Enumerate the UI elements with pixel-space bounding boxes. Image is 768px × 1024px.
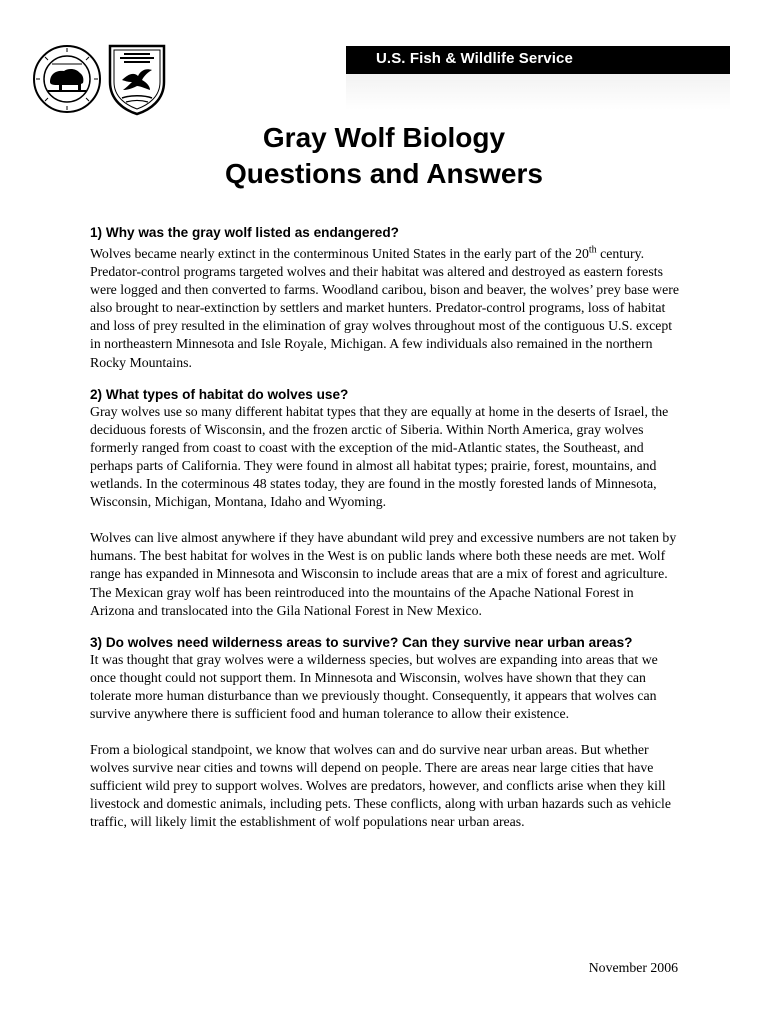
question-heading: 1) Why was the gray wolf listed as endangered? xyxy=(90,225,399,240)
qa-section-3 xyxy=(90,634,680,832)
answer-text: century. Predator-control programs targeted wolves and their habitat was altered and destroyed as eastern forests were logged and then converted to farms. Woodland caribou, bison and beaver, the wolves’ prey base were also brought to near-extinction by settlers and market hunters. Predator-control programs, loss of habitat and loss of prey resulted in the elimination of gray wolves throughout most of the contiguous U.S. except in northeastern Minnesota and Isle Royale, Michigan. A few individuals also remained in the northern Rocky Mountains. xyxy=(90,246,679,370)
fws-shield-logo xyxy=(106,42,168,116)
qa-section-1 xyxy=(90,224,680,372)
question-heading: 3) Do wolves need wilderness areas to survive? Can they survive near urban areas? xyxy=(90,634,633,650)
footer-date: November 2006 xyxy=(588,960,678,975)
answer-paragraph: It was thought that gray wolves were a wilderness species, but wolves are expanding into areas that we once thought could not support them. In Minnesota and Wisconsin, wolves have shown that they can tolerate more human disturbance than we previously thought. Consequently, it appears that wolves can survive anywhere there is sufficient food and human tolerance to allow their existence. xyxy=(90,651,658,721)
answer-text: Wolves became nearly extinct in the conterminous United States in the early part of the 20 xyxy=(90,246,589,261)
answer-paragraph: Gray wolves use so many different habitat types that they are equally at home in the deserts of Israel, the deciduous forests of Wisconsin, and the frozen arctic of Siberia. Within North America, gray wolves formerly ranged from coast to coast with the exception of the mid-Atlantic states, the Southeast, and perhaps parts of California. They were found in almost all habitat types; prairie, forest, mountains, and wetlands. In the coterminous 48 states today, they are found in the mostly forested lands of Minnesota, Wisconsin, Michigan, Montana, Idaho and Wyoming. xyxy=(90,403,669,510)
doi-seal-logo xyxy=(32,44,102,114)
qa-section-2 xyxy=(90,386,680,620)
answer-paragraph xyxy=(90,245,680,372)
document-body xyxy=(90,224,680,832)
page-title-line-2: Questions and Answers xyxy=(225,158,543,189)
answer-paragraph: From a biological standpoint, we know that wolves can and do survive near urban areas. But whether wolves survive near cities and towns will depend on people. There are areas near large cities that have sufficient wild prey to support wolves. Wolves are predators, however, and conflicts arise when they kill livestock and domestic animals, including pets. These conflicts, along with urban hazards such as vehicle traffic, will likely limit the establishment of wolf populations near urban areas. xyxy=(90,742,671,830)
page-title-line-1: Gray Wolf Biology xyxy=(262,122,506,153)
agency-name: U.S. Fish & Wildlife Service xyxy=(376,50,573,67)
answer-paragraph: Wolves can live almost anywhere if they have abundant wild prey and excessive numbers are not taken by humans. The best habitat for wolves in the West is on public lands where both these needs are met. Wolf range has expanded in Minnesota and Wisconsin to include areas that are a mix of forest and agriculture. The Mexican gray wolf has been reintroduced into the mountains of the Apache National Forest in Arizona and translocated into the Gila National Forest in New Mexico. xyxy=(90,530,677,618)
superscript: th xyxy=(588,244,597,256)
banner-shadow xyxy=(346,74,730,110)
question-heading: 2) What types of habitat do wolves use? xyxy=(90,386,349,402)
agency-banner xyxy=(346,46,730,74)
